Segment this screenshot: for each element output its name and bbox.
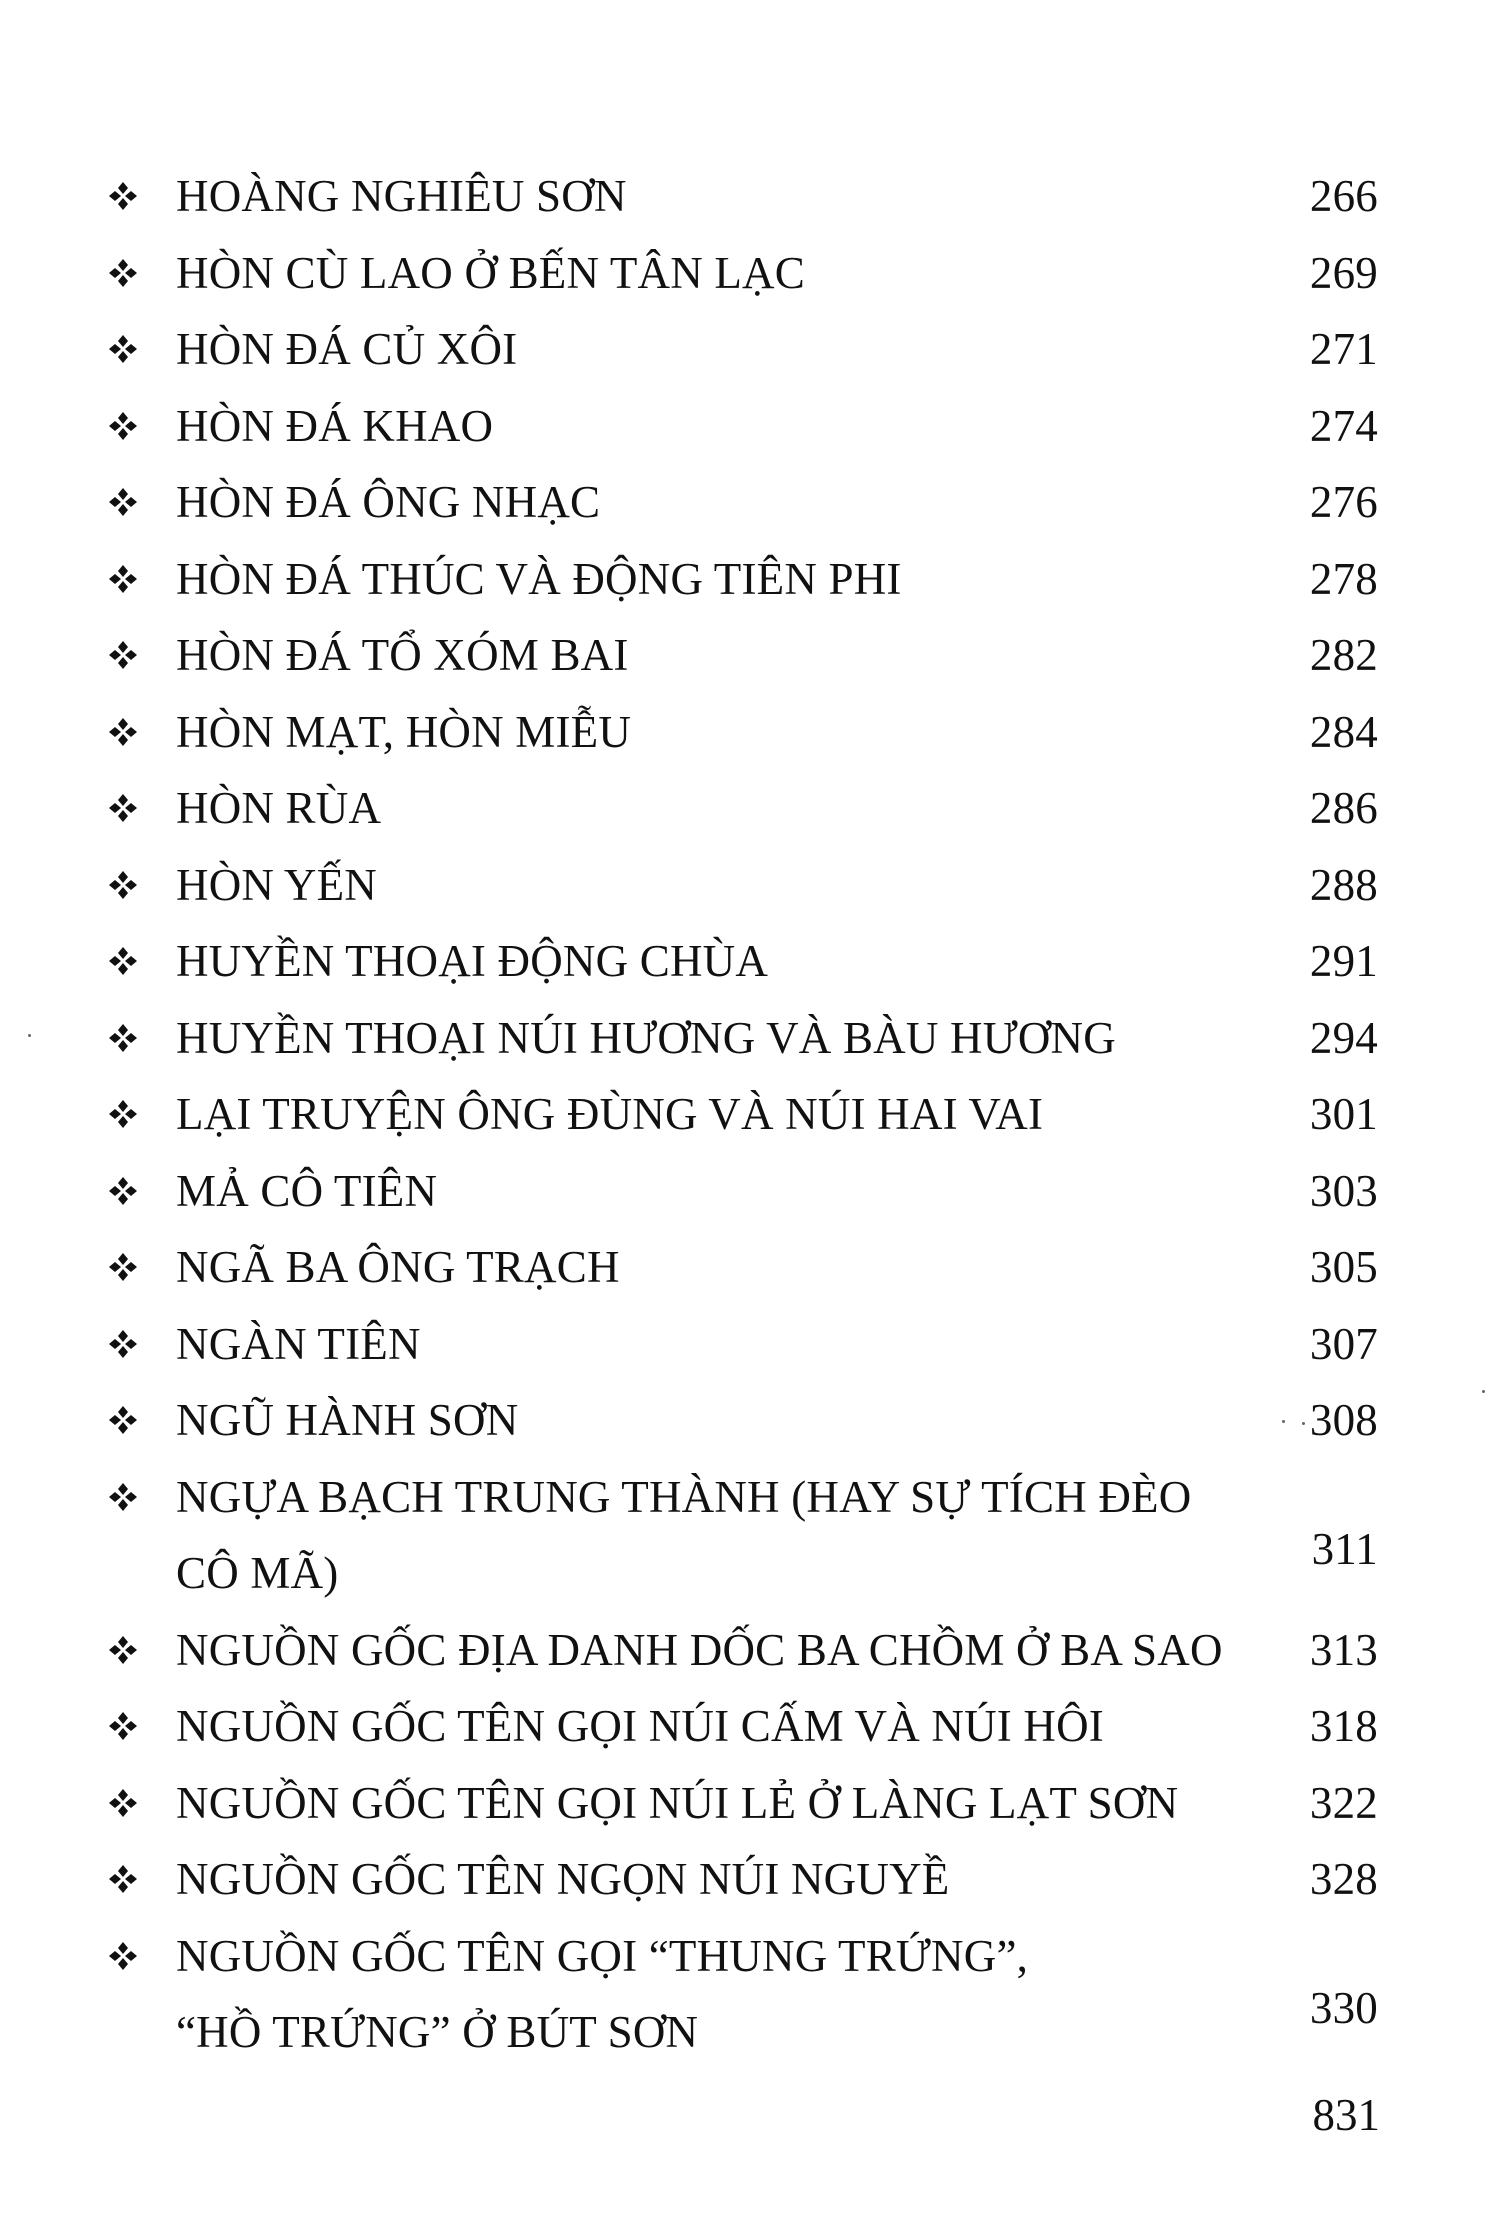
- toc-entry-page-number: 294: [1309, 1012, 1378, 1063]
- diamond-bullet-icon: [108, 158, 176, 235]
- toc-entry: [108, 1765, 1378, 1842]
- toc-entry-page-number: 274: [1309, 400, 1378, 451]
- toc-entry-title: [176, 1459, 1278, 1612]
- toc-entry: [108, 235, 1378, 312]
- toc-entry-title-line: NGUỒN GỐC TÊN GỌI “THUNG TRỨNG”,: [176, 1930, 1029, 1981]
- toc-entry-title: NGUỒN GỐC TÊN GỌI NÚI CẤM VÀ NÚI HÔI: [176, 1701, 1104, 1751]
- diamond-bullet-icon: [108, 1918, 176, 1995]
- toc-entry: [108, 311, 1378, 388]
- toc-entry-title: NGUỒN GỐC TÊN NGỌN NÚI NGUYỀ: [176, 1854, 950, 1904]
- scan-speck: [1282, 1420, 1285, 1423]
- toc-entry-title: HUYỀN THOẠI NÚI HƯƠNG VÀ BÀU HƯƠNG: [176, 1012, 1116, 1063]
- toc-entry-title: [176, 1918, 1278, 2071]
- toc-entry-page-number: 328: [1309, 1854, 1378, 1904]
- diamond-bullet-icon: [108, 694, 176, 771]
- diamond-bullet-icon: [108, 847, 176, 924]
- toc-entry-title: HÒN ĐÁ TỔ XÓM BAI: [176, 630, 629, 680]
- toc-entry: [108, 847, 1378, 924]
- toc-entry: [108, 1000, 1378, 1077]
- toc-entry-page-number: 313: [1309, 1624, 1378, 1675]
- toc-entry: [108, 617, 1378, 694]
- diamond-bullet-icon: [108, 311, 176, 388]
- toc-entry-page-number: 307: [1309, 1318, 1378, 1369]
- toc-entry-title: HOÀNG NGHIÊU SƠN: [176, 171, 627, 221]
- diamond-bullet-icon: [108, 1841, 176, 1918]
- scan-speck: [1302, 1422, 1305, 1425]
- toc-entry-title: HÒN RÙA: [176, 783, 382, 833]
- toc-entry: [108, 1382, 1378, 1459]
- toc-entry-page-number: 269: [1309, 247, 1378, 298]
- toc-entry-page-number: 311: [1311, 1524, 1378, 1574]
- diamond-bullet-icon: [108, 1612, 176, 1689]
- toc-entry: [108, 923, 1378, 1000]
- diamond-bullet-icon: [108, 1382, 176, 1459]
- diamond-bullet-icon: [108, 1459, 176, 1536]
- diamond-bullet-icon: [108, 541, 176, 618]
- diamond-bullet-icon: [108, 923, 176, 1000]
- toc-entry-page-number: 282: [1309, 630, 1378, 680]
- diamond-bullet-icon: [108, 1688, 176, 1765]
- toc-entry-title-line: NGỰA BẠCH TRUNG THÀNH (HAY SỰ TÍCH ĐÈO: [176, 1471, 1192, 1522]
- toc-entry-page-number: 288: [1309, 859, 1378, 910]
- toc-entry: [108, 1076, 1378, 1153]
- toc-entry-title: NGUỒN GỐC ĐỊA DANH DỐC BA CHỒM Ở BA SAO: [176, 1624, 1223, 1675]
- toc-entry-title: NGUỒN GỐC TÊN GỌI NÚI LẺ Ở LÀNG LẠT SƠN: [176, 1777, 1179, 1828]
- toc-entry: [108, 388, 1378, 465]
- diamond-bullet-icon: [108, 388, 176, 465]
- diamond-bullet-icon: [108, 1076, 176, 1153]
- toc-entry-title: HÒN ĐÁ ÔNG NHẠC: [176, 477, 601, 527]
- toc-entry-title: LẠI TRUYỆN ÔNG ĐÙNG VÀ NÚI HAI VAI: [176, 1089, 1044, 1139]
- page-number: 831: [1312, 2090, 1380, 2140]
- toc-entry-title-line: CÔ MÃ): [176, 1548, 339, 1598]
- diamond-bullet-icon: [108, 464, 176, 541]
- toc-entry: [108, 1918, 1378, 2071]
- diamond-bullet-icon: [108, 1306, 176, 1383]
- toc-entry-title: HÒN ĐÁ KHAO: [176, 400, 494, 451]
- toc-entry: [108, 1612, 1378, 1689]
- diamond-bullet-icon: [108, 1765, 176, 1842]
- toc-entry-page-number: 330: [1309, 1983, 1378, 2033]
- toc-entry: [108, 1688, 1378, 1765]
- toc-entry-page-number: 278: [1309, 553, 1378, 604]
- toc-entry: [108, 541, 1378, 618]
- toc-entry-title: HÒN ĐÁ THÚC VÀ ĐỘNG TIÊN PHI: [176, 553, 902, 604]
- toc-entry: [108, 1459, 1378, 1612]
- toc-entry-title: NGÃ BA ÔNG TRẠCH: [176, 1242, 620, 1292]
- diamond-bullet-icon: [108, 617, 176, 694]
- toc-entry-page-number: 291: [1309, 936, 1378, 986]
- toc-entry: [108, 464, 1378, 541]
- toc-entry: [108, 158, 1378, 235]
- toc-entry-page-number: 305: [1309, 1242, 1378, 1292]
- toc-entry-page-number: 301: [1309, 1089, 1378, 1139]
- toc-entry-title: HÒN MẠT, HÒN MIỄU: [176, 706, 632, 757]
- scan-speck: [1482, 1390, 1485, 1393]
- toc-entry-title: HÒN ĐÁ CỦ XÔI: [176, 324, 518, 374]
- scan-speck: [28, 1034, 31, 1037]
- toc-entry-title: HÒN YẾN: [176, 859, 377, 910]
- toc-entry-title: HUYỀN THOẠI ĐỘNG CHÙA: [176, 936, 769, 986]
- toc-entry-title-line: “HỒ TRỨNG” Ở BÚT SƠN: [176, 2007, 699, 2057]
- toc-entry-page-number: 303: [1309, 1165, 1378, 1216]
- diamond-bullet-icon: [108, 770, 176, 847]
- toc-entry: [108, 770, 1378, 847]
- toc-entry-title: NGÀN TIÊN: [176, 1318, 421, 1369]
- toc-entry-page-number: 271: [1309, 324, 1378, 374]
- toc-entry-title: NGŨ HÀNH SƠN: [176, 1395, 519, 1445]
- toc-entry-page-number: 284: [1309, 706, 1378, 757]
- diamond-bullet-icon: [108, 235, 176, 312]
- diamond-bullet-icon: [108, 1229, 176, 1306]
- toc-entry-page-number: 286: [1309, 783, 1378, 833]
- toc-entry-title: HÒN CÙ LAO Ở BẾN TÂN LẠC: [176, 247, 805, 298]
- table-of-contents: [108, 158, 1378, 2071]
- diamond-bullet-icon: [108, 1000, 176, 1077]
- toc-entry: [108, 1841, 1378, 1918]
- toc-entry: [108, 1229, 1378, 1306]
- toc-entry-page-number: 318: [1309, 1701, 1378, 1751]
- toc-entry-title: MẢ CÔ TIÊN: [176, 1165, 438, 1216]
- toc-entry-page-number: 276: [1309, 477, 1378, 527]
- diamond-bullet-icon: [108, 1153, 176, 1230]
- toc-entry-page-number: 308: [1309, 1395, 1378, 1445]
- toc-entry: [108, 1306, 1378, 1383]
- toc-entry: [108, 1153, 1378, 1230]
- toc-entry: [108, 694, 1378, 771]
- toc-entry-page-number: 322: [1309, 1777, 1378, 1828]
- toc-entry-page-number: 266: [1309, 171, 1378, 221]
